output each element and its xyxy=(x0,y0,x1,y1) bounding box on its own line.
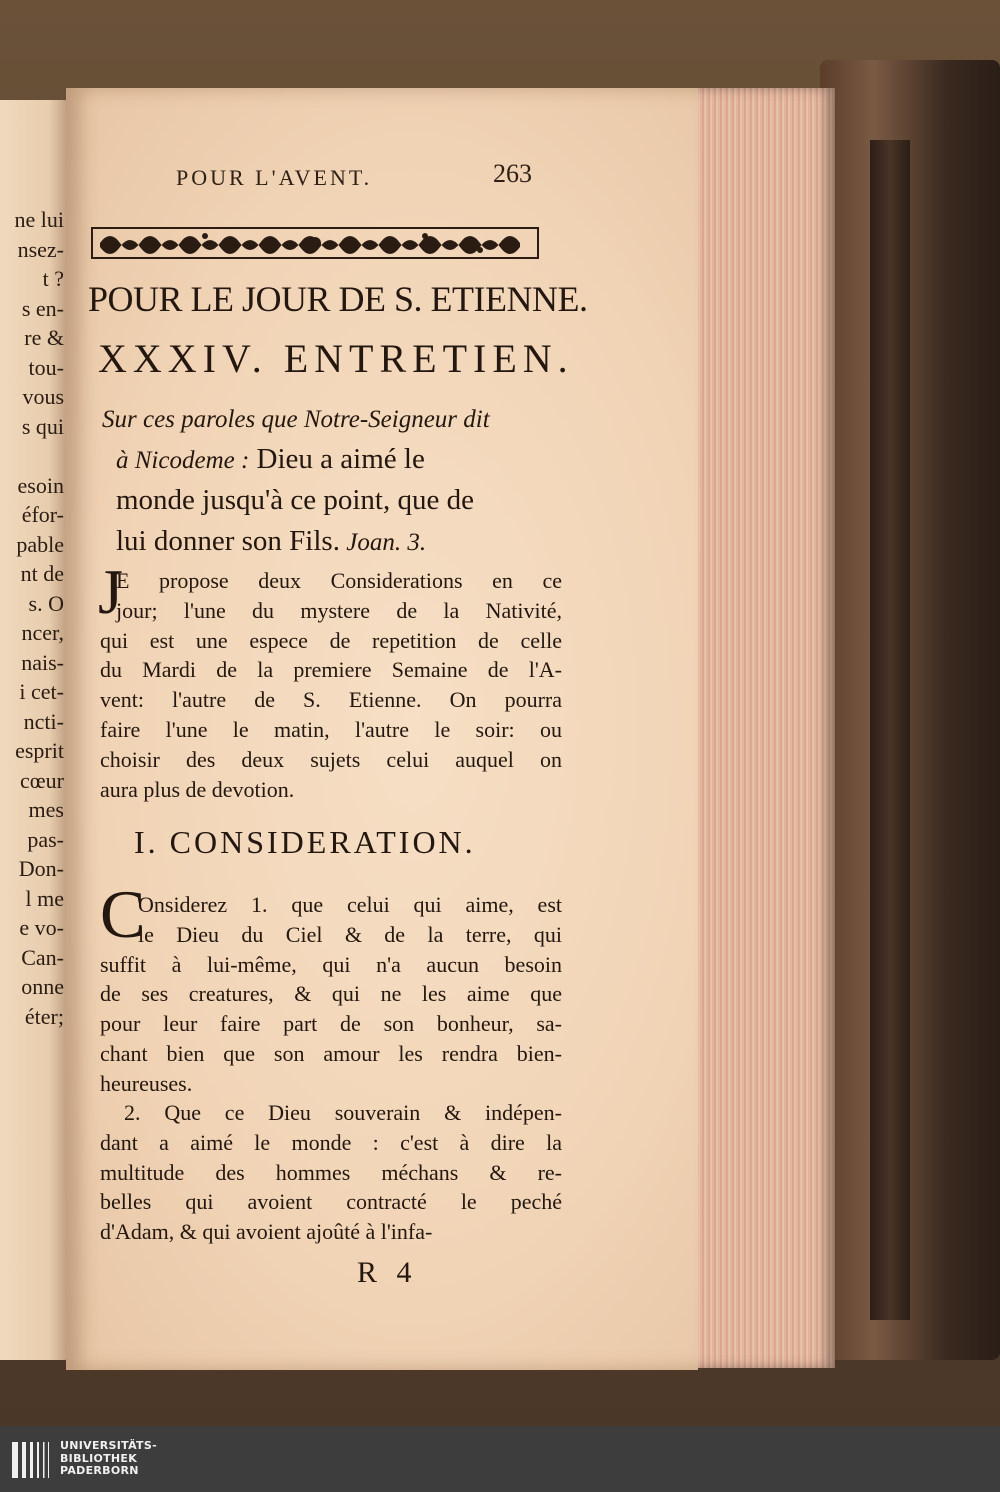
text-line: Onsiderez 1. que celui qui aime, est xyxy=(138,892,562,917)
text-line: le Dieu du Ciel & de la terre, qui xyxy=(138,921,562,947)
left-page-fragment: nsez- xyxy=(17,236,64,262)
subtitle-line-3: monde jusqu'à ce point, que de xyxy=(116,484,474,516)
text-line: vent: l'autre de S. Etienne. On pourra xyxy=(100,687,562,713)
left-page-fragment: pable xyxy=(16,531,64,557)
left-page-fragment: nt de xyxy=(20,561,64,586)
left-page-fragment: e vo- xyxy=(19,915,64,940)
library-name-line-2: BIBLIOTHEK xyxy=(60,1451,138,1465)
left-page-fragment: esoin xyxy=(17,472,64,498)
left-page-fragment: éter; xyxy=(24,1003,64,1029)
left-page-fragment: onne xyxy=(21,974,64,999)
text-line: suffit à lui-même, qui n'a aucun besoin xyxy=(100,951,562,977)
left-page-fragment xyxy=(0,441,70,471)
text-line: E propose deux Considerations en ce xyxy=(116,568,562,593)
text-line: qui est une espece de repetition de celle xyxy=(100,627,562,653)
left-page-fragment: t ? xyxy=(42,266,64,291)
text-line: faire l'une le matin, l'autre le soir: ou xyxy=(100,716,562,742)
subtitle-line-2: à Nicodeme : Dieu a aimé le xyxy=(116,443,425,475)
left-page-fragment: vous xyxy=(22,384,64,409)
left-page-fragment: ncer, xyxy=(21,620,64,645)
text-line: belles qui avoient contracté le peché xyxy=(100,1189,562,1215)
left-page-fragment: nais- xyxy=(21,649,64,675)
running-header xyxy=(176,159,576,201)
heading-entretien: XXXIV. ENTRETIEN. xyxy=(98,336,574,381)
left-page-fragment: re & xyxy=(24,325,64,350)
page-number: 263 xyxy=(493,159,532,188)
intro-paragraph xyxy=(100,566,562,804)
text-line: heureuses. xyxy=(100,1070,193,1096)
left-page-fragment: tou- xyxy=(28,354,64,380)
left-page-fragment: Can- xyxy=(21,944,64,970)
signature-mark: R 4 xyxy=(357,1256,418,1289)
subtitle-line-4: lui donner son Fils. Joan. 3. xyxy=(116,525,427,557)
footer-bar xyxy=(0,1426,1000,1492)
ornament-band xyxy=(90,220,540,264)
left-page-fragment: éfor- xyxy=(21,502,64,527)
library-name xyxy=(60,1440,157,1478)
text-line: chant bien que son amour les rendra bien- xyxy=(100,1040,562,1066)
subtitle xyxy=(102,398,562,562)
left-page xyxy=(0,100,70,1360)
left-page-text xyxy=(0,100,70,1360)
running-title: POUR L'AVENT. xyxy=(176,165,373,190)
point-2-paragraph xyxy=(100,1098,562,1247)
left-page-fragment: s qui xyxy=(21,413,64,439)
left-page-fragment: s en- xyxy=(21,295,64,321)
consideration-dropcap: C xyxy=(100,876,146,952)
text-line: jour; l'une du mystere de la Nativité, xyxy=(116,597,562,623)
left-page-fragment: esprit xyxy=(15,738,64,763)
left-page-fragment: ncti- xyxy=(23,708,64,734)
left-page-fragment: i cet- xyxy=(19,679,64,704)
library-name-line-1: UNIVERSITÄTS- xyxy=(60,1439,157,1452)
book-cover xyxy=(820,60,1000,1360)
left-page-fragment: mes xyxy=(28,797,64,822)
left-page-fragment: l me xyxy=(25,885,64,911)
text-line: 2. Que ce Dieu souverain & indépen- xyxy=(124,1100,562,1125)
left-page-fragment: Don- xyxy=(18,856,64,881)
text-line: dant a aimé le monde : c'est à dire la xyxy=(100,1129,562,1155)
text-line: aura plus de devotion. xyxy=(100,776,295,802)
subtitle-line-1: Sur ces paroles que Notre-Seigneur dit xyxy=(102,406,490,433)
page-fore-edge xyxy=(695,88,835,1368)
intro-dropcap: J xyxy=(98,556,123,627)
consideration-paragraph xyxy=(100,890,562,1099)
left-page-fragment: ne lui xyxy=(14,207,64,232)
library-logo-icon xyxy=(10,1440,54,1480)
text-line: choisir des deux sujets celui auquel on xyxy=(100,746,562,772)
left-page-fragment: cœur xyxy=(20,767,64,793)
text-line: de ses creatures, & qui ne les aime que xyxy=(100,981,562,1007)
text-line: multitude des hommes méchans & re- xyxy=(100,1159,562,1185)
heading-day: POUR LE JOUR DE S. ETIENNE. xyxy=(88,279,588,319)
left-page-fragment: s. O xyxy=(28,590,64,616)
text-line: pour leur faire part de son bonheur, sa- xyxy=(100,1011,562,1037)
text-line: du Mardi de la premiere Semaine de l'A- xyxy=(100,657,562,683)
section-heading: I. CONSIDERATION. xyxy=(134,824,476,860)
library-name-line-3: PADERBORN xyxy=(60,1464,139,1477)
book-cover-edge xyxy=(870,140,910,1320)
left-page-fragment: pas- xyxy=(27,826,64,852)
text-line: d'Adam, & qui avoient ajoûté à l'infa- xyxy=(100,1219,433,1245)
